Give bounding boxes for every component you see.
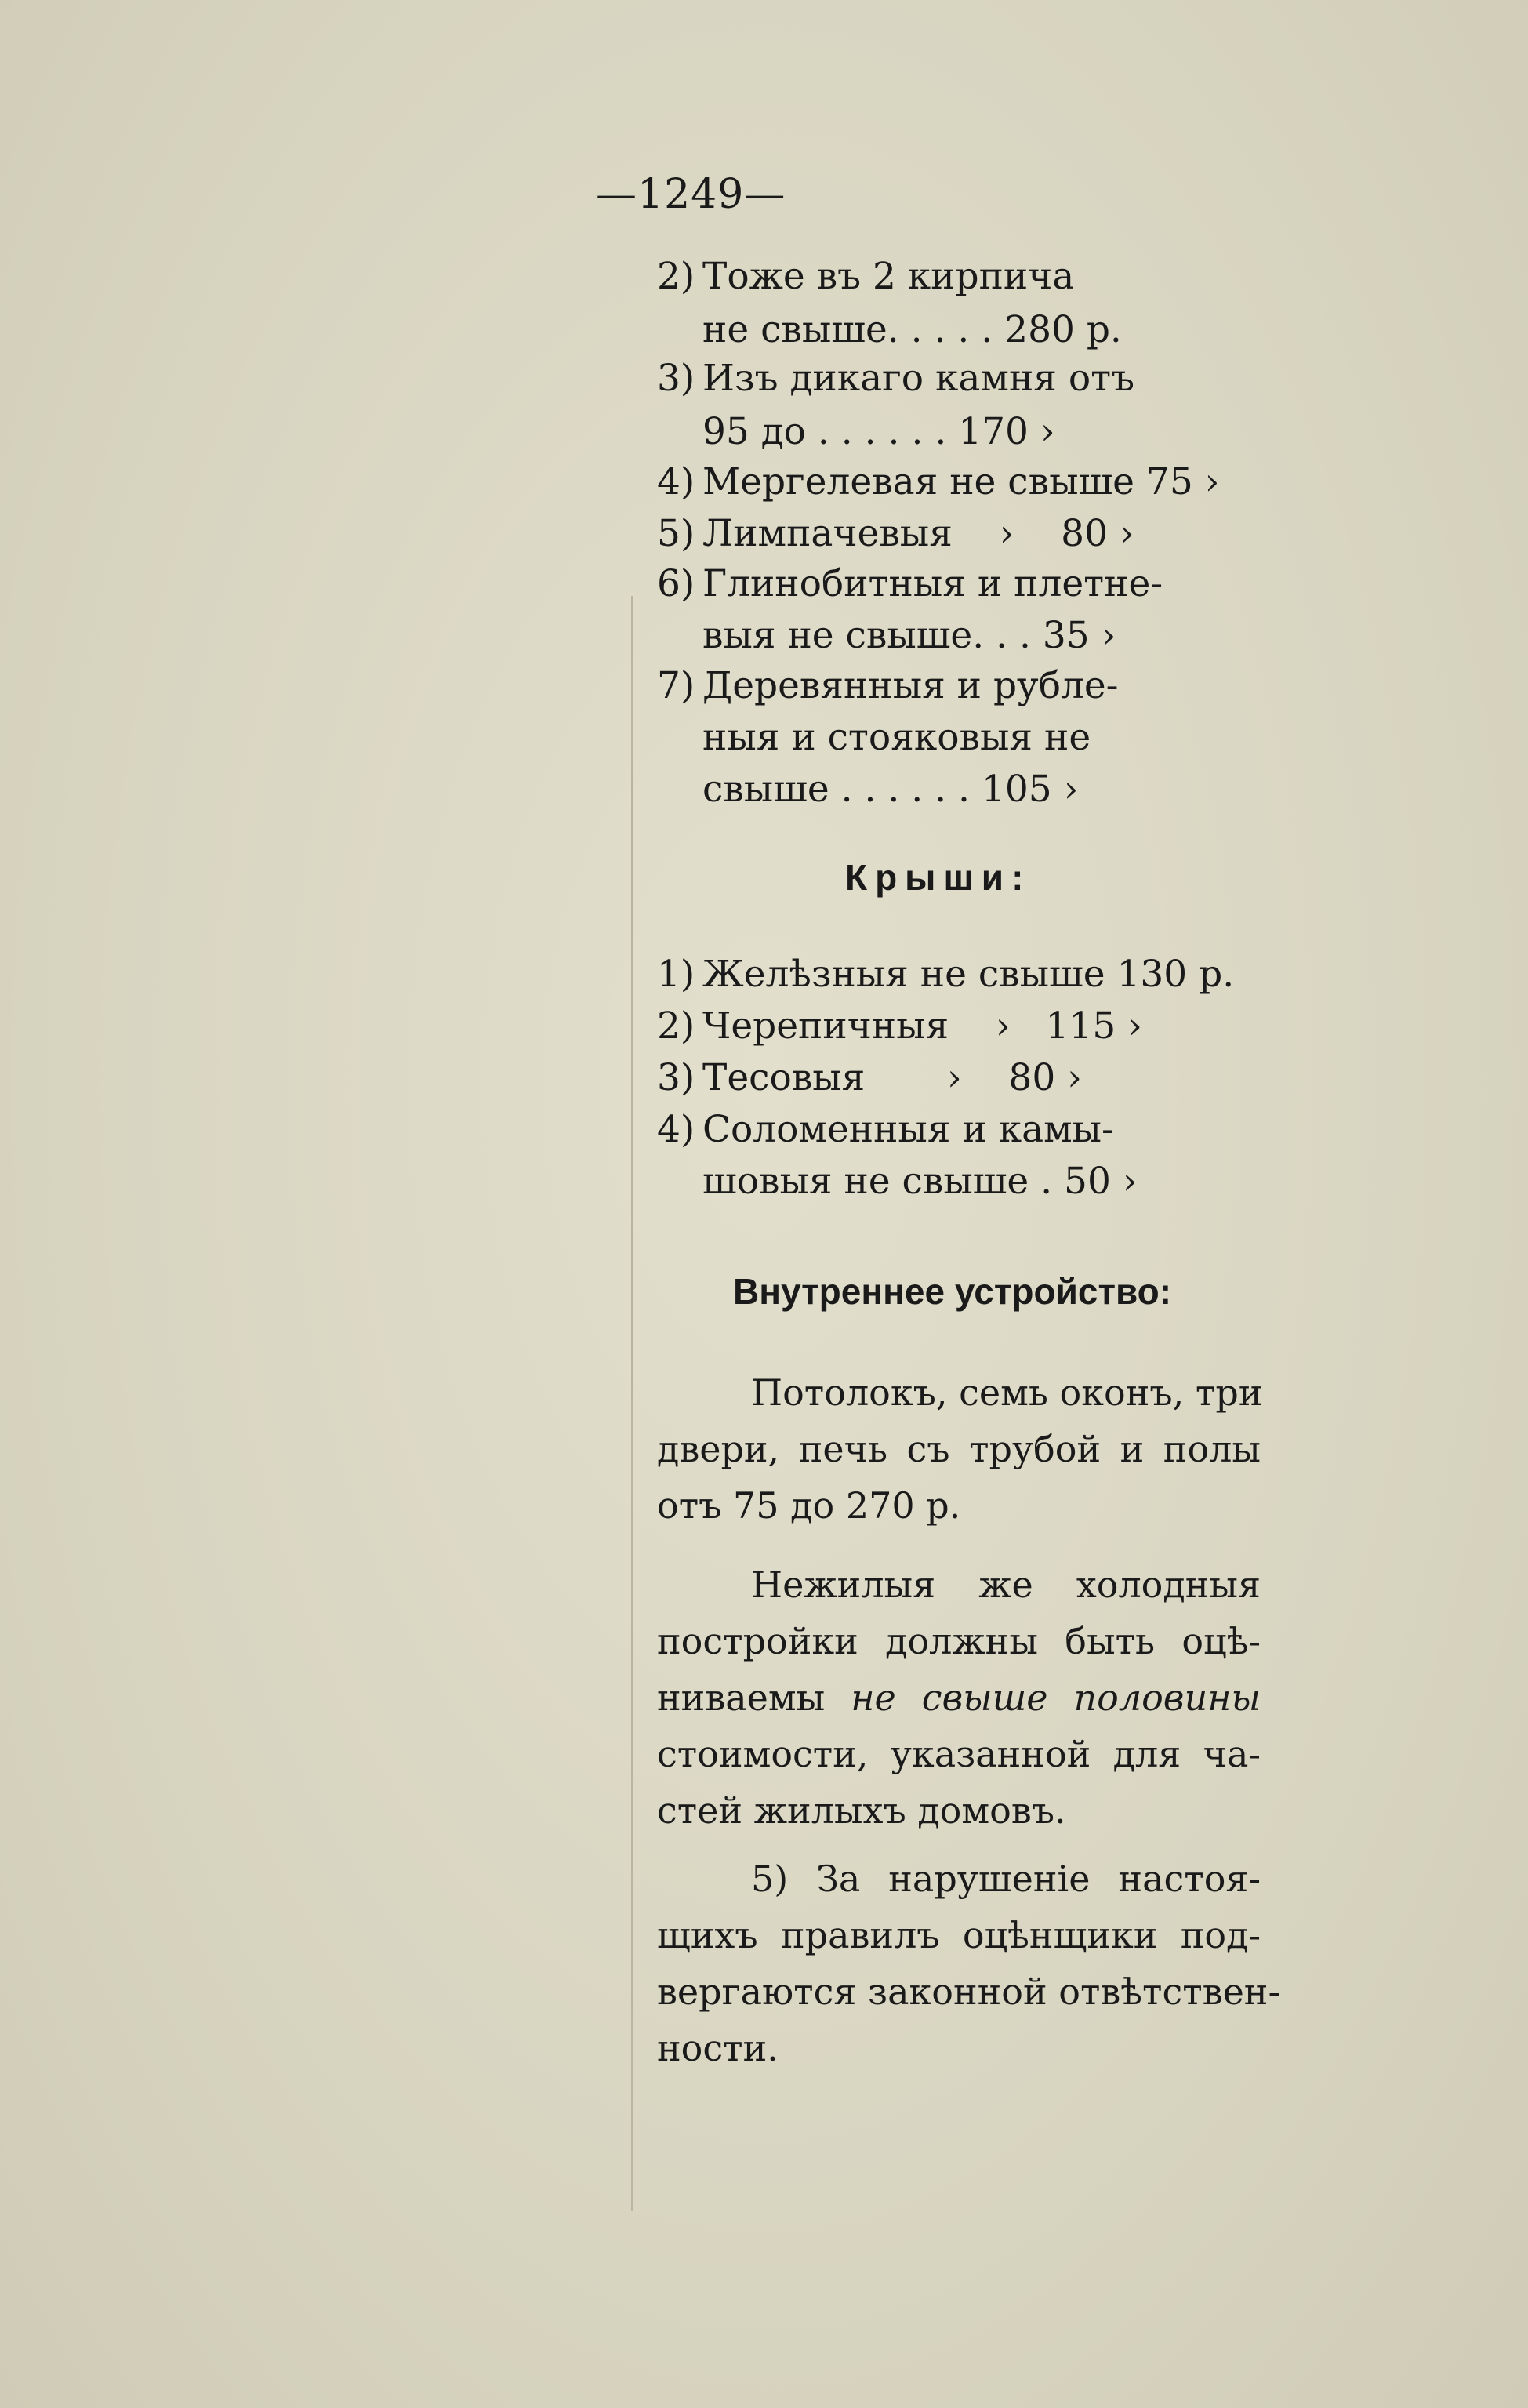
list-item-continuation: шовыя не свыше . 50 ›	[702, 1160, 1138, 1203]
list-item-continuation: свыше . . . . . . 105 ›	[702, 768, 1079, 811]
list-item: 2) Тоже въ 2 кирпича	[657, 255, 1075, 298]
column-divider-line	[631, 596, 633, 2211]
nonresidential-paragraph: Нежилыя же холодныя постройки должны быть оцѣ- ниваемы не свыше половины стоимости, указанной для ча- стей жилыхъ домовъ.	[657, 1564, 1261, 1832]
interior-paragraph: Потолокъ, семь оконъ, три двери, печь съ трубой и полы отъ 75 до 270 р.	[657, 1371, 1263, 1527]
list-item: 1) Желѣзныя не свыше 130 р.	[657, 953, 1235, 996]
list-item: 3) Изъ дикаго камня отъ	[657, 357, 1135, 400]
italic-emphasis: не свыше половины	[851, 1676, 1261, 1719]
list-item: 7) Деревянныя и рубле-	[657, 664, 1119, 707]
list-item: 3) Тесовыя › 80 ›	[657, 1056, 1082, 1099]
list-item: 6) Глинобитныя и плетне-	[657, 562, 1163, 605]
list-item: 4) Мергелевая не свыше 75 ›	[657, 460, 1220, 503]
list-item: 5) Лимпачевыя › 80 ›	[657, 512, 1134, 555]
list-item-continuation: ныя и стояковыя не	[702, 716, 1091, 759]
paragraph-row: ниваемы не свыше половины	[657, 1676, 1261, 1719]
list-item-continuation: выя не свыше. . . 35 ›	[702, 614, 1116, 657]
list-item: 2) Черепичныя › 115 ›	[657, 1004, 1142, 1048]
list-item-continuation: 95 до . . . . . . 170 ›	[702, 410, 1055, 453]
list-item-continuation: не свыше. . . . . 280 р.	[702, 308, 1122, 351]
list-item: 4) Соломенныя и камы-	[657, 1108, 1114, 1151]
page-number: —1249—	[596, 171, 786, 218]
interior-heading: Внутреннее устройство:	[733, 1271, 1172, 1312]
roofs-heading: Крыши:	[845, 857, 1032, 898]
penalty-paragraph: 5) За нарушеніе настоя- щихъ правилъ оцѣнщики под- вергаются законной отвѣтствен- ности.	[657, 1858, 1281, 2069]
